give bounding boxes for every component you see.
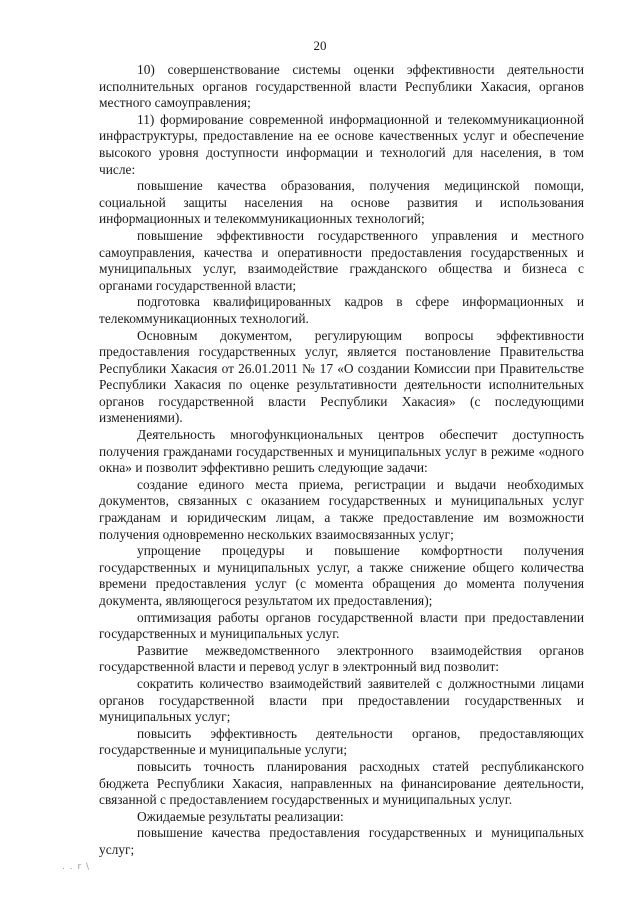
paragraph-efficiency: повысить эффективность деятельности органов, предоставляющих государственные и муниципальные услуги; (99, 725, 584, 758)
page-number: 20 (313, 38, 327, 53)
paragraph-governance: повышение эффективности государственного управления и местного самоуправления, качества и оперативности предоставления государственных и муниципальных услуг, взаимодействие гражданского общества и бизнеса с органами государственной власти; (99, 227, 584, 293)
paragraph-simplification: упрощение процедуры и повышение комфортности получения государственных и муниципальных услуг, а также снижение общего количества времени предоставления услуг (с момента обращения до момента получения документа, являющегося результатом их предоставления); (99, 543, 584, 608)
paragraph-single-point: создание единого места приема, регистрации и выдачи необходимых документов, связанных с оказанием государственных и муниципальных услуг гражданам и юридическим лицам, а также предоставление им возможности получения одновременно нескольких взаимосвязанных услуг; (99, 476, 584, 542)
paragraph-main-document: Основным документом, регулирующим вопросы эффективности предоставления государственных услуг, является постановление Правительства Республики Хакасия от 26.01.2011 № 17 «О создании Комиссии при Правительстве Республики Хакасия по оценке результативности деятельности исполнительных органов государственной власти Республики Хакасия» (с последующими изменениями). (99, 327, 584, 426)
paragraph-expected-results: Ожидаемые результаты реализации: (137, 808, 344, 824)
paragraph-reduce-contacts: сократить количество взаимодействий заявителей с должностными лицами органов государственной власти при предоставлении государственных и муниципальных услуг; (99, 675, 584, 725)
paragraph-quality: повышение качества предоставления государственных и муниципальных услуг; (99, 825, 584, 857)
paragraph-item-11: 11) формирование современной информационной и телекоммуникационной инфраструктуры, предоставление на ее основе качественных услуг и обеспечение высокого уровня доступности информации и технологий для населения, в том числе: (99, 111, 584, 177)
paragraph-budget: повысить точность планирования расходных статей республиканского бюджета Республики Хакасия, направленных на финансирование деятельности, связанной с предоставлением государственных и муниципальных услуг. (99, 758, 584, 808)
paragraph-education: повышение качества образования, получения медицинской помощи, социальной защиты населения на основе развития и использования информационных и телекоммуникационных технологий; (99, 178, 584, 227)
paragraph-optimization: оптимизация работы органов государственной власти при предоставлении государственных и муниципальных услуг. (99, 609, 584, 642)
document-body (99, 62, 584, 859)
paragraph-item-10: 10) совершенствование системы оценки эффективности деятельности исполнительных органов государственной власти Республики Хакасия, органов местного самоуправления; (99, 62, 584, 111)
paragraph-training: подготовка квалифицированных кадров в сфере информационных и телекоммуникационных технологий. (99, 294, 584, 326)
paragraph-interagency: Развитие межведомственного электронного взаимодействия органов государственной власти и перевод услуг в электронный вид позволит: (99, 642, 584, 675)
scan-artifact: . . r \ (62, 862, 91, 872)
paragraph-mfc: Деятельность многофункциональных центров обеспечит доступность получения гражданами государственных и муниципальных услуг в режиме «одного окна» и позволит эффективно решить следующие задачи: (99, 427, 584, 476)
